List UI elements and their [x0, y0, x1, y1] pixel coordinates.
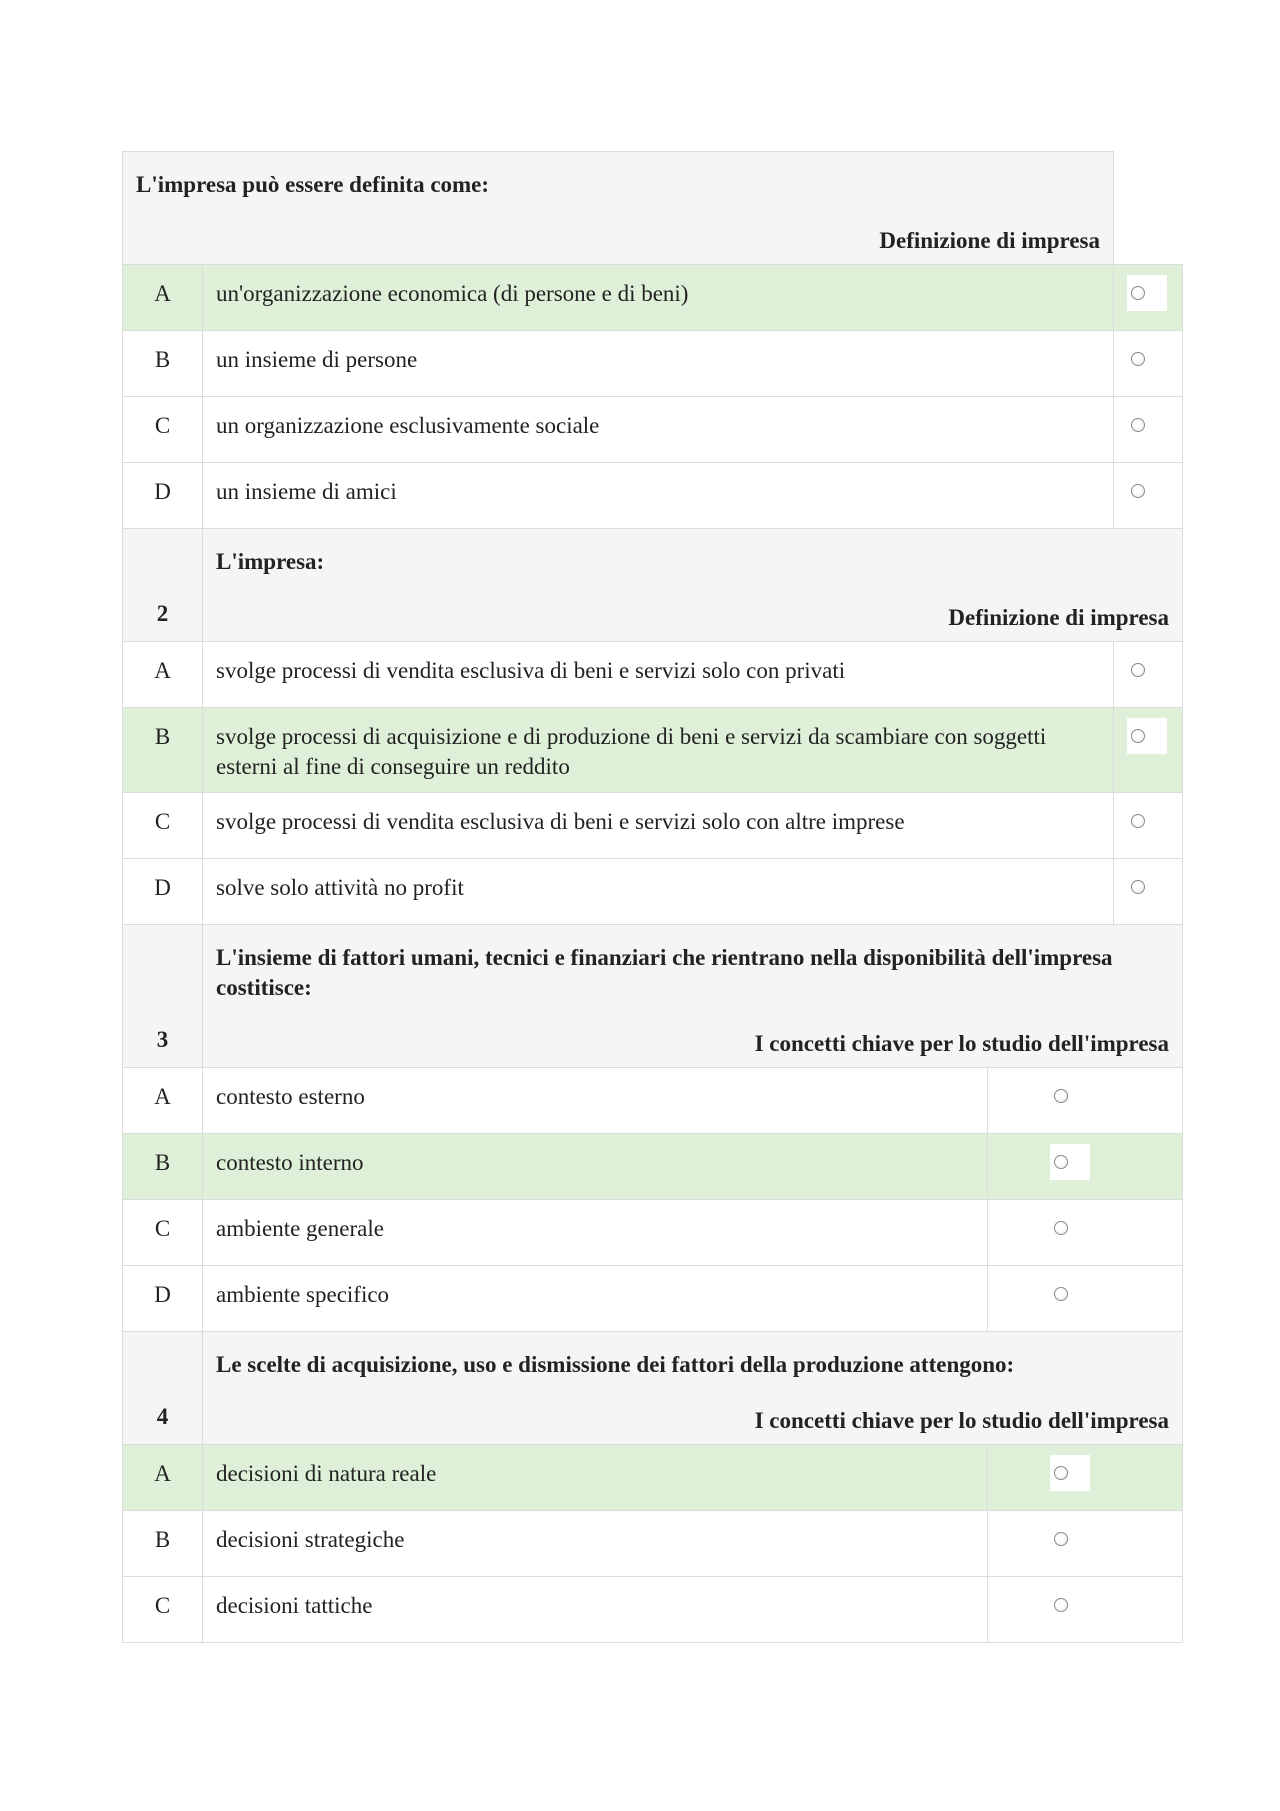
- question-1-table: [122, 151, 1183, 925]
- option-radio[interactable]: [1054, 1466, 1068, 1480]
- question-1-header-blank: [1114, 152, 1183, 265]
- option-letter: D: [123, 463, 203, 529]
- option-radio[interactable]: [1131, 663, 1145, 677]
- quiz-sheet: [122, 151, 1182, 1643]
- question-3-number: 3: [123, 924, 203, 1067]
- option-radio[interactable]: [1131, 484, 1145, 498]
- option-row: [123, 1444, 1183, 1510]
- option-row: [123, 1133, 1183, 1199]
- option-text: decisioni di natura reale: [203, 1444, 988, 1510]
- option-letter: A: [123, 265, 203, 331]
- option-row: [123, 859, 1183, 925]
- option-row: [123, 1265, 1183, 1331]
- option-text: decisioni strategiche: [203, 1510, 988, 1576]
- option-text: svolge processi di vendita esclusiva di beni e servizi solo con privati: [203, 642, 1114, 708]
- option-letter: A: [123, 1067, 203, 1133]
- option-letter: B: [123, 708, 203, 793]
- option-letter: B: [123, 331, 203, 397]
- option-letter: A: [123, 642, 203, 708]
- option-text: un organizzazione esclusivamente sociale: [203, 397, 1114, 463]
- question-1-text: L'impresa può essere definita come:: [136, 172, 490, 197]
- option-letter: B: [123, 1133, 203, 1199]
- option-radio[interactable]: [1131, 729, 1145, 743]
- question-2-category: Definizione di impresa: [948, 605, 1169, 630]
- option-radio[interactable]: [1054, 1532, 1068, 1546]
- question-4-category: I concetti chiave per lo studio dell'impresa: [754, 1407, 1169, 1433]
- question-4-header: [123, 1331, 1183, 1444]
- option-radio[interactable]: [1054, 1221, 1068, 1235]
- question-4-text: Le scelte di acquisizione, uso e dismissione dei fattori della produzione attengono:: [216, 1351, 1015, 1377]
- option-letter: C: [123, 397, 203, 463]
- option-text: svolge processi di vendita esclusiva di beni e servizi solo con altre imprese: [203, 793, 1114, 859]
- option-row: [123, 1067, 1183, 1133]
- option-radio[interactable]: [1054, 1089, 1068, 1103]
- option-row: [123, 708, 1183, 793]
- question-3-header: [123, 924, 1183, 1067]
- question-2-number: 2: [123, 529, 203, 642]
- option-row: [123, 265, 1183, 331]
- question-1-header: [123, 152, 1183, 265]
- option-letter: D: [123, 1265, 203, 1331]
- option-radio[interactable]: [1054, 1598, 1068, 1612]
- question-1-category: Definizione di impresa: [879, 228, 1100, 253]
- option-radio[interactable]: [1131, 418, 1145, 432]
- option-text: decisioni tattiche: [203, 1576, 988, 1642]
- question-4-number: 4: [123, 1331, 203, 1444]
- option-radio[interactable]: [1131, 880, 1145, 894]
- option-row: [123, 1576, 1183, 1642]
- option-row: [123, 1510, 1183, 1576]
- option-text: svolge processi di acquisizione e di produzione di beni e servizi da scambiare con soggetti esterni al fine di conseguire un reddito: [203, 708, 1114, 793]
- option-letter: B: [123, 1510, 203, 1576]
- question-2-header: [123, 529, 1183, 642]
- option-letter: D: [123, 859, 203, 925]
- option-row: [123, 1199, 1183, 1265]
- option-row: [123, 642, 1183, 708]
- option-row: [123, 331, 1183, 397]
- option-radio[interactable]: [1054, 1287, 1068, 1301]
- option-text: un insieme di persone: [203, 331, 1114, 397]
- option-radio[interactable]: [1131, 814, 1145, 828]
- option-text: un'organizzazione economica (di persone e di beni): [203, 265, 1114, 331]
- option-radio[interactable]: [1131, 286, 1145, 300]
- option-radio[interactable]: [1131, 352, 1145, 366]
- question-3-text: L'insieme di fattori umani, tecnici e finanziari che rientrano nella disponibilità dell'impresa costitisce:: [216, 944, 1113, 1000]
- option-row: [123, 793, 1183, 859]
- question-3-4-table: [122, 924, 1183, 1643]
- option-letter: C: [123, 1199, 203, 1265]
- option-text: contesto esterno: [203, 1067, 988, 1133]
- question-2-text: L'impresa:: [216, 549, 325, 574]
- question-3-category: I concetti chiave per lo studio dell'impresa: [754, 1030, 1169, 1056]
- option-letter: A: [123, 1444, 203, 1510]
- option-text: contesto interno: [203, 1133, 988, 1199]
- option-radio[interactable]: [1054, 1155, 1068, 1169]
- option-text: ambiente generale: [203, 1199, 988, 1265]
- option-text: ambiente specifico: [203, 1265, 988, 1331]
- option-text: un insieme di amici: [203, 463, 1114, 529]
- option-row: [123, 463, 1183, 529]
- option-row: [123, 397, 1183, 463]
- option-text: solve solo attività no profit: [203, 859, 1114, 925]
- option-letter: C: [123, 1576, 203, 1642]
- option-letter: C: [123, 793, 203, 859]
